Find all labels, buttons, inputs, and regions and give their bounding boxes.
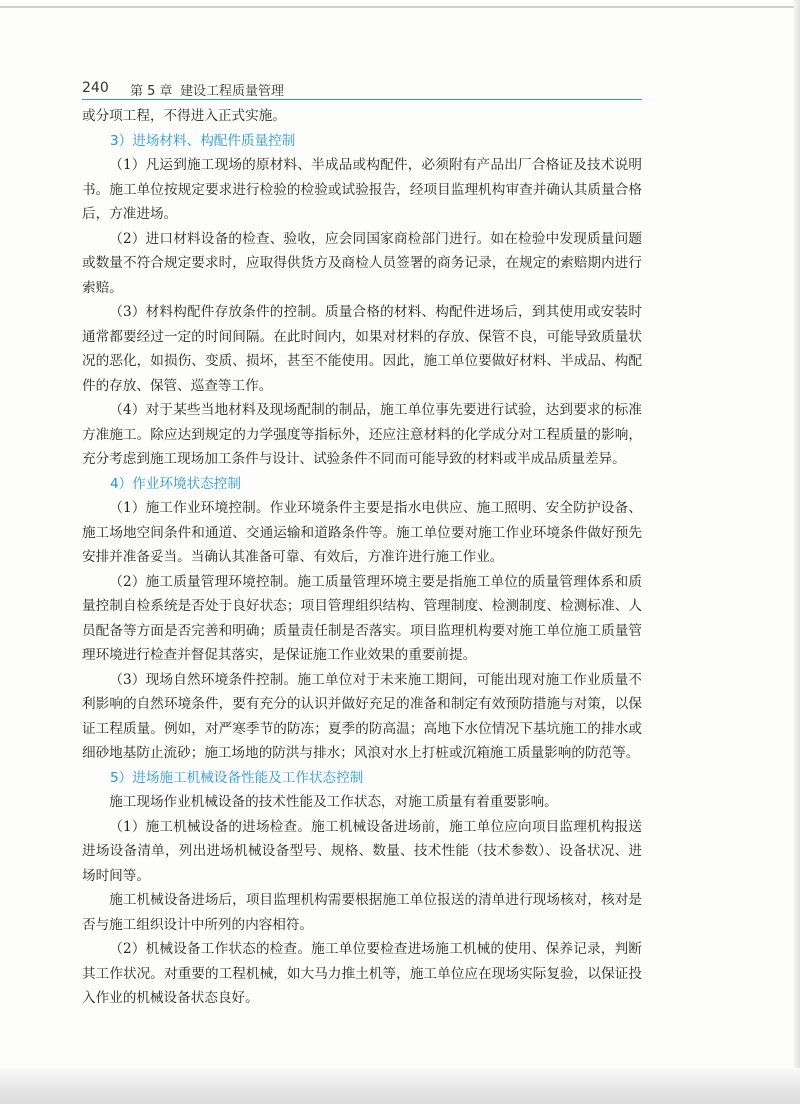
paragraph: 施工机械设备进场后，项目监理机构需要根据施工单位报送的清单进行现场核对，核对是否与施工组织设计中所列的内容相符。	[82, 892, 642, 933]
section-heading-4: 4）作业环境状态控制	[110, 475, 241, 492]
paragraph: （2）进口材料设备的检查、验收，应会同国家商检部门进行。如在检验中发现质量问题或数量不符合规定要求时，应取得供货方及商检人员签署的商务记录，在规定的索赔期内进行索赔。	[82, 230, 642, 296]
paragraph: 施工现场作业机械设备的技术性能及工作状态，对施工质量有着重要影响。	[109, 794, 558, 810]
paragraph: （2）机械设备工作状态的检查。施工单位要检查进场施工机械的使用、保养记录，判断其工作状况。对重要的工程机械，如大马力推土机等，施工单位应在现场实际复验，以保证投入作业的机械设备状态良好。	[82, 941, 642, 1006]
section-heading-3: 3）进场材料、构配件质量控制	[110, 132, 296, 149]
paragraph: （1）施工作业环境控制。作业环境条件主要是指水电供应、施工照明、安全防护设备、施工场地空间条件和通道、交通运输和道路条件等。施工单位要对施工作业环境条件做好预先安排并准备妥当。当确认其准备可靠、有效后，方准许进行施工作业。	[82, 500, 642, 565]
page-number: 240	[82, 80, 109, 96]
chapter-number: 第 5 章	[130, 84, 173, 99]
scan-edge-right	[794, 0, 800, 1104]
scan-edge-bottom	[0, 1068, 800, 1104]
continuation-paragraph: 或分项工程，不得进入正式实施。	[82, 108, 286, 124]
section-heading-5: 5）进场施工机械设备性能及工作状态控制	[110, 769, 364, 786]
page-body	[82, 104, 642, 1011]
paragraph: （2）施工质量管理环境控制。施工质量管理环境主要是指施工单位的质量管理体系和质量控制自检系统是否处于良好状态；项目管理组织结构、管理制度、检测制度、检测标准、人员配备等方面是否完善和明确；质量责任制是否落实。项目监理机构要对施工单位施工质量管理环境进行检查并督促其落实，是保证施工作业效果的重要前提。	[82, 573, 642, 663]
scan-edge-top	[0, 6, 800, 8]
paragraph: （3）材料构配件存放条件的控制。质量合格的材料、构配件进场后，到其使用或安装时通常都要经过一定的时间间隔。在此时间内，如果对材料的存放、保管不良，可能导致质量状况的恶化，如损伤、变质、损坏，甚至不能使用。因此，施工单位要做好材料、半成品、构配件的存放、保管、巡查等工作。	[82, 304, 642, 394]
paragraph: （3）现场自然环境条件控制。施工单位对于未来施工期间，可能出现对施工作业质量不利影响的自然环境条件，要有充分的认识并做好充足的准备和制定有效预防措施与对策，以保证工程质量。例如，对严寒季节的防冻；夏季的防高温；高地下水位情况下基坑施工的排水或细砂地基防止流砂；施工场地的防洪与排水；风浪对水上打桩或沉箱施工质量影响的防范等。	[82, 671, 642, 761]
paragraph: （1）施工机械设备的进场检查。施工机械设备进场前，施工单位应向项目监理机构报送进场设备清单，列出进场机械设备型号、规格、数量、技术性能（技术参数）、设备状况、进场时间等。	[82, 818, 642, 884]
chapter-title: 建设工程质量管理	[180, 84, 285, 99]
running-header	[82, 78, 642, 98]
paragraph: （4）对于某些当地材料及现场配制的制品，施工单位事先要进行试验，达到要求的标准方准施工。除应达到规定的力学强度等指标外，还应注意材料的化学成分对工程质量的影响，充分考虑到施工现场加工条件与设计、试验条件不同而可能导致的材料或半成品质量差异。	[82, 402, 642, 467]
paragraph: （1）凡运到施工现场的原材料、半成品或构配件，必须附有产品出厂合格证及技术说明书。施工单位按规定要求进行检验的检验或试验报告，经项目监理机构审查并确认其质量合格后，方准进场。	[82, 157, 642, 222]
header-rule	[82, 99, 642, 100]
